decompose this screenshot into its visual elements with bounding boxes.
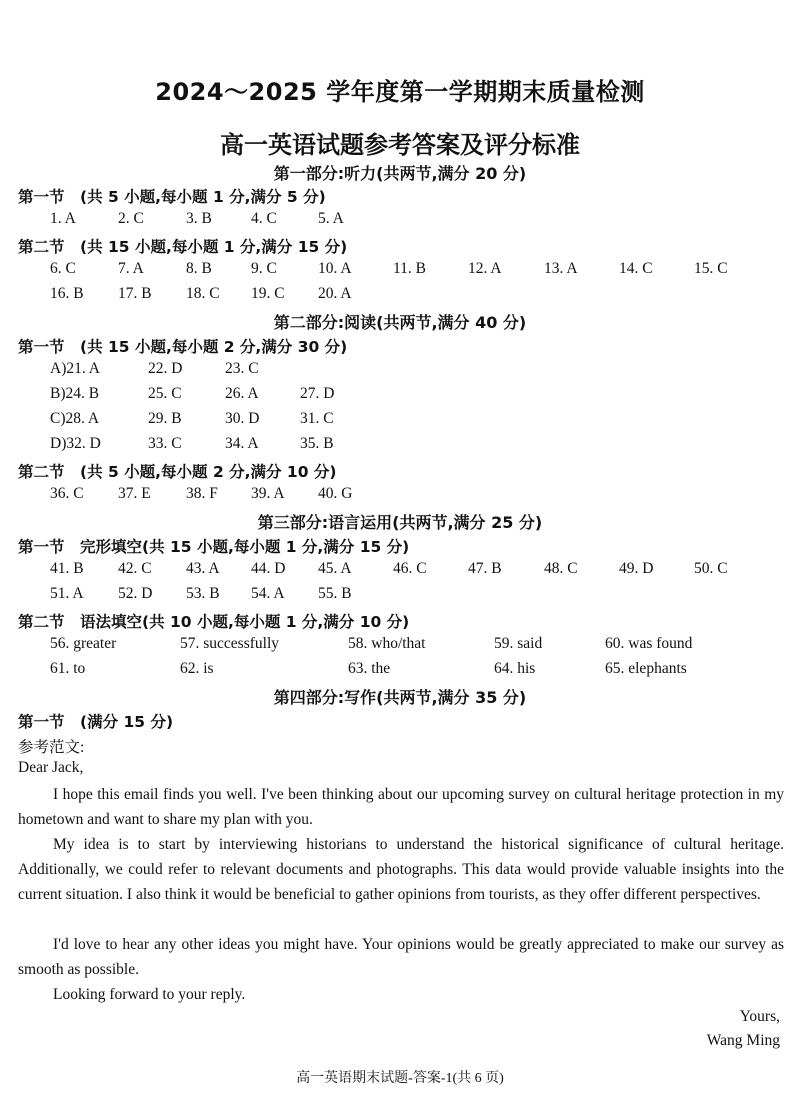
answer-item: 37. E	[118, 485, 151, 502]
answer-item: 52. D	[118, 585, 153, 602]
part-heading: 第一部分:听力(共两节,满分 20 分)	[273, 164, 527, 183]
answer-row	[0, 410, 800, 432]
answer-item: 55. B	[318, 585, 352, 602]
answer-item: 65. elephants	[605, 660, 687, 677]
answer-item: 33. C	[148, 435, 182, 452]
answer-item: 62. is	[180, 660, 214, 677]
answer-item: 51. A	[50, 585, 84, 602]
section-heading: 第一节 (共 5 小题,每小题 1 分,满分 5 分)	[18, 188, 326, 206]
answer-item: B)24. B	[50, 385, 100, 402]
answer-row	[0, 635, 800, 657]
document-title: 2024～2025 学年度第一学期期末质量检测	[155, 78, 645, 106]
part-heading: 第三部分:语言运用(共两节,满分 25 分)	[257, 513, 543, 532]
answer-item: 11. B	[393, 260, 427, 277]
answer-item: 53. B	[186, 585, 220, 602]
answer-item: 26. A	[225, 385, 259, 402]
answer-row	[0, 560, 800, 582]
answer-item: 12. A	[468, 260, 502, 277]
answer-item: 7. A	[118, 260, 144, 277]
essay-signature: Wang Ming	[706, 1032, 780, 1049]
answer-item: 63. the	[348, 660, 391, 677]
answer-item: 50. C	[694, 560, 728, 577]
sample-essay-label: 参考范文:	[18, 739, 85, 756]
answer-item: C)28. A	[50, 410, 100, 427]
document-subtitle: 高一英语试题参考答案及评分标准	[220, 131, 580, 159]
answer-item: 61. to	[50, 660, 86, 677]
section-heading: 第二节 (共 15 小题,每小题 1 分,满分 15 分)	[18, 238, 348, 256]
answer-item: 31. C	[300, 410, 334, 427]
answer-item: 29. B	[148, 410, 182, 427]
answer-item: 47. B	[468, 560, 502, 577]
answer-row	[0, 585, 800, 607]
answer-item: 9. C	[251, 260, 277, 277]
answer-item: 56. greater	[50, 635, 117, 652]
answer-row	[0, 660, 800, 682]
answer-item: 34. A	[225, 435, 259, 452]
answer-item: 40. G	[318, 485, 353, 502]
answer-item: 5. A	[318, 210, 344, 227]
part-heading: 第四部分:写作(共两节,满分 35 分)	[273, 688, 527, 707]
answer-item: 18. C	[186, 285, 220, 302]
answer-item: 16. B	[50, 285, 84, 302]
page-footer: 高一英语期末试题-答案-1(共 6 页)	[296, 1071, 504, 1086]
answer-item: 17. B	[118, 285, 152, 302]
answer-item: 2. C	[118, 210, 144, 227]
answer-item: 13. A	[544, 260, 578, 277]
answer-item: 59. said	[494, 635, 543, 652]
section-heading: 第二节 语法填空(共 10 小题,每小题 1 分,满分 10 分)	[18, 613, 410, 631]
answer-item: 46. C	[393, 560, 427, 577]
answer-item: 15. C	[694, 260, 728, 277]
answer-item: 36. C	[50, 485, 84, 502]
answer-row	[0, 385, 800, 407]
answer-item: 4. C	[251, 210, 277, 227]
answer-row	[0, 485, 800, 507]
essay-paragraph: Looking forward to your reply.	[53, 986, 246, 1003]
answer-item: 35. B	[300, 435, 334, 452]
answer-item: 57. successfully	[180, 635, 280, 652]
answer-item: 8. B	[186, 260, 212, 277]
answer-item: 39. A	[251, 485, 285, 502]
answer-item: A)21. A	[50, 360, 100, 377]
section-heading: 第一节 (共 15 小题,每小题 2 分,满分 30 分)	[18, 338, 348, 356]
answer-item: 42. C	[118, 560, 152, 577]
answer-row	[0, 210, 800, 232]
answer-item: 64. his	[494, 660, 536, 677]
answer-item: 38. F	[186, 485, 218, 502]
part-heading: 第二部分:阅读(共两节,满分 40 分)	[273, 313, 527, 332]
answer-item: 45. A	[318, 560, 352, 577]
answer-item: 23. C	[225, 360, 259, 377]
answer-item: 41. B	[50, 560, 84, 577]
answer-item: D)32. D	[50, 435, 101, 452]
answer-item: 44. D	[251, 560, 286, 577]
section-heading: 第一节 完形填空(共 15 小题,每小题 1 分,满分 15 分)	[18, 538, 410, 556]
essay-paragraph: I hope this email finds you well. I've been thinking about our upcoming survey on cultural heritage protection in my hometown and want to share my plan with you.	[18, 786, 784, 828]
section-heading: 第二节 (共 5 小题,每小题 2 分,满分 10 分)	[18, 463, 337, 481]
answer-item: 19. C	[251, 285, 285, 302]
answer-row	[0, 360, 800, 382]
answer-row	[0, 260, 800, 282]
answer-item: 49. D	[619, 560, 654, 577]
answer-item: 58. who/that	[348, 635, 426, 652]
answer-row	[0, 435, 800, 457]
answer-item: 1. A	[50, 210, 76, 227]
answer-item: 25. C	[148, 385, 182, 402]
answer-item: 20. A	[318, 285, 352, 302]
answer-item: 3. B	[186, 210, 212, 227]
essay-closing: Yours,	[739, 1008, 780, 1025]
essay-paragraph: My idea is to start by interviewing historians to understand the historical significance of cultural heritage. Additionally, we could refer to relevant documents and photographs. This data would provide valuable insights into the current situation. I also think it would be beneficial to gather opinions from tourists, as they offer different perspectives.	[18, 836, 784, 903]
essay-greeting: Dear Jack,	[18, 759, 84, 776]
answer-item: 43. A	[186, 560, 220, 577]
answer-item: 48. C	[544, 560, 578, 577]
answer-item: 60. was found	[605, 635, 693, 652]
answer-row	[0, 285, 800, 307]
answer-item: 14. C	[619, 260, 653, 277]
essay-paragraph: I'd love to hear any other ideas you might have. Your opinions would be greatly appreciated to make our survey as smooth as possible.	[18, 936, 784, 978]
answer-item: 6. C	[50, 260, 76, 277]
answer-item: 54. A	[251, 585, 285, 602]
answer-item: 27. D	[300, 385, 335, 402]
section-heading: 第一节 (满分 15 分)	[18, 713, 174, 731]
answer-item: 30. D	[225, 410, 260, 427]
answer-item: 10. A	[318, 260, 352, 277]
answer-item: 22. D	[148, 360, 183, 377]
